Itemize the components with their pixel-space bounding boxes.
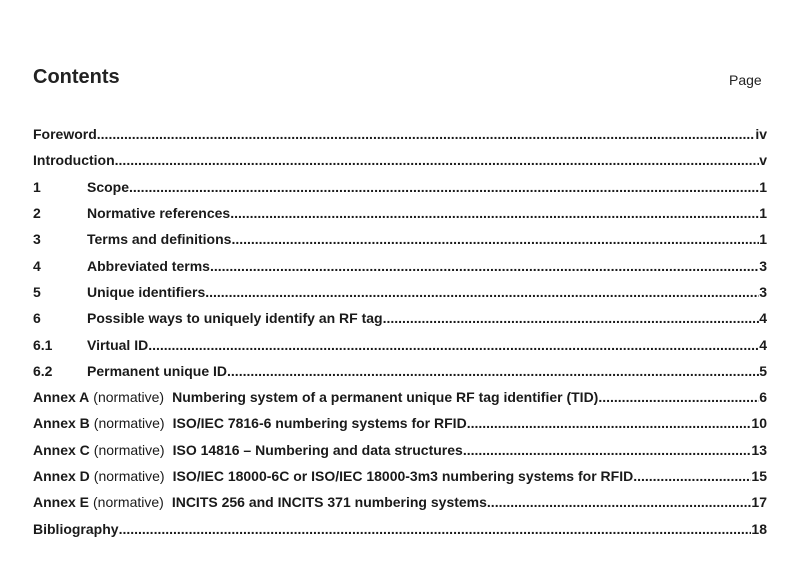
annex-label: Annex C	[33, 441, 90, 458]
toc-entry-text: Abbreviated terms	[87, 257, 210, 274]
toc-page-number: 1	[759, 231, 767, 248]
annex-type: (normative)	[93, 441, 165, 458]
toc-section-number: 6	[33, 310, 41, 327]
toc-entry-permanent-unique-id[interactable]	[33, 358, 767, 384]
toc-entry-bibliography[interactable]	[33, 515, 767, 541]
toc-page-number: iv	[755, 126, 767, 143]
toc-page-number: 15	[751, 468, 767, 484]
toc-entry-text: Virtual ID	[87, 336, 149, 353]
dot-leader	[467, 415, 752, 431]
dot-leader	[205, 284, 759, 300]
toc-entry-text: ISO/IEC 7816-6 numbering systems for RFID	[172, 415, 467, 432]
toc-page-number: v	[759, 152, 767, 169]
dot-leader	[231, 231, 759, 247]
dot-leader	[598, 389, 759, 405]
toc-page-number: 4	[759, 310, 767, 327]
toc-page-number: 17	[751, 494, 767, 511]
toc-page-number: 3	[759, 257, 767, 274]
annex-type: (normative)	[93, 389, 165, 406]
toc-entry-text: Normative references	[87, 205, 231, 222]
toc-page-number: 13	[751, 441, 767, 458]
toc-entry-unique-identifiers[interactable]	[33, 279, 767, 305]
toc-entry-text: Possible ways to uniquely identify an RF tag	[87, 310, 383, 327]
dot-leader	[227, 363, 759, 379]
annex-label: Annex D	[33, 468, 90, 484]
toc-page-number: 1	[759, 178, 767, 195]
toc-entry-normative-references[interactable]	[33, 200, 767, 226]
annex-type: (normative)	[93, 494, 164, 511]
toc-entry-terms-and-definitions[interactable]	[33, 226, 767, 252]
toc-section-number: 1	[33, 178, 41, 195]
toc-entry-text: Numbering system of a permanent unique RF tag identifier (TID)	[172, 389, 599, 406]
toc-section-number: 5	[33, 283, 41, 300]
page-column-label: Page	[729, 72, 762, 88]
toc-entry-possible-ways[interactable]	[33, 305, 767, 331]
annex-type: (normative)	[93, 468, 165, 484]
toc-entry-annex-a[interactable]	[33, 384, 767, 410]
toc-section-number: 6.2	[33, 362, 53, 379]
toc-page-number: 5	[759, 362, 767, 379]
dot-leader	[463, 442, 752, 458]
toc-entry-text: Scope	[87, 178, 130, 195]
toc-section-number: 6.1	[33, 336, 53, 353]
annex-label: Annex B	[33, 415, 90, 432]
toc-entry-virtual-id[interactable]	[33, 331, 767, 357]
toc-entry-text: ISO 14816 – Numbering and data structures	[172, 441, 463, 458]
toc-entry-text: Unique identifiers	[87, 283, 206, 300]
toc-entry-text: ISO/IEC 18000-6C or ISO/IEC 18000-3m3 numbering systems for RFID	[172, 468, 634, 484]
table-of-contents	[33, 121, 767, 542]
toc-page-number: 18	[751, 520, 767, 537]
annex-label: Annex A	[33, 389, 90, 406]
toc-page-number: 3	[759, 283, 767, 300]
toc-entry-annex-e[interactable]	[33, 489, 767, 515]
toc-section-number: 2	[33, 205, 41, 222]
toc-entry-text: Foreword	[33, 126, 97, 143]
dot-leader	[210, 258, 759, 274]
annex-label: Annex E	[33, 494, 90, 511]
dot-leader	[487, 494, 752, 510]
toc-entry-text: Terms and definitions	[87, 231, 232, 248]
dot-leader	[633, 468, 751, 484]
dot-leader	[119, 521, 752, 537]
toc-entry-text: Permanent unique ID	[87, 362, 228, 379]
annex-type: (normative)	[93, 415, 165, 432]
toc-entry-text: Bibliography	[33, 520, 119, 537]
toc-entry-foreword[interactable]	[33, 121, 767, 147]
toc-entry-abbreviated-terms[interactable]	[33, 252, 767, 278]
toc-page-number: 10	[751, 415, 767, 432]
toc-section-number: 3	[33, 231, 41, 248]
toc-entry-annex-b[interactable]	[33, 410, 767, 436]
toc-entry-text: INCITS 256 and INCITS 371 numbering systems	[171, 494, 487, 511]
dot-leader	[129, 179, 759, 195]
toc-entry-scope[interactable]	[33, 174, 767, 200]
toc-entry-text: Introduction	[33, 152, 115, 169]
toc-page-number: 1	[759, 205, 767, 222]
dot-leader	[115, 152, 760, 168]
toc-page-number: 4	[759, 336, 767, 353]
dot-leader	[148, 337, 759, 353]
page-title: Contents	[33, 66, 120, 88]
toc-entry-annex-d[interactable]	[33, 463, 767, 489]
dot-leader	[383, 310, 760, 326]
dot-leader	[230, 205, 759, 221]
toc-page-number: 6	[759, 389, 767, 406]
dot-leader	[97, 126, 756, 142]
toc-section-number: 4	[33, 257, 41, 274]
toc-entry-annex-c[interactable]	[33, 437, 767, 463]
toc-entry-introduction[interactable]	[33, 147, 767, 173]
